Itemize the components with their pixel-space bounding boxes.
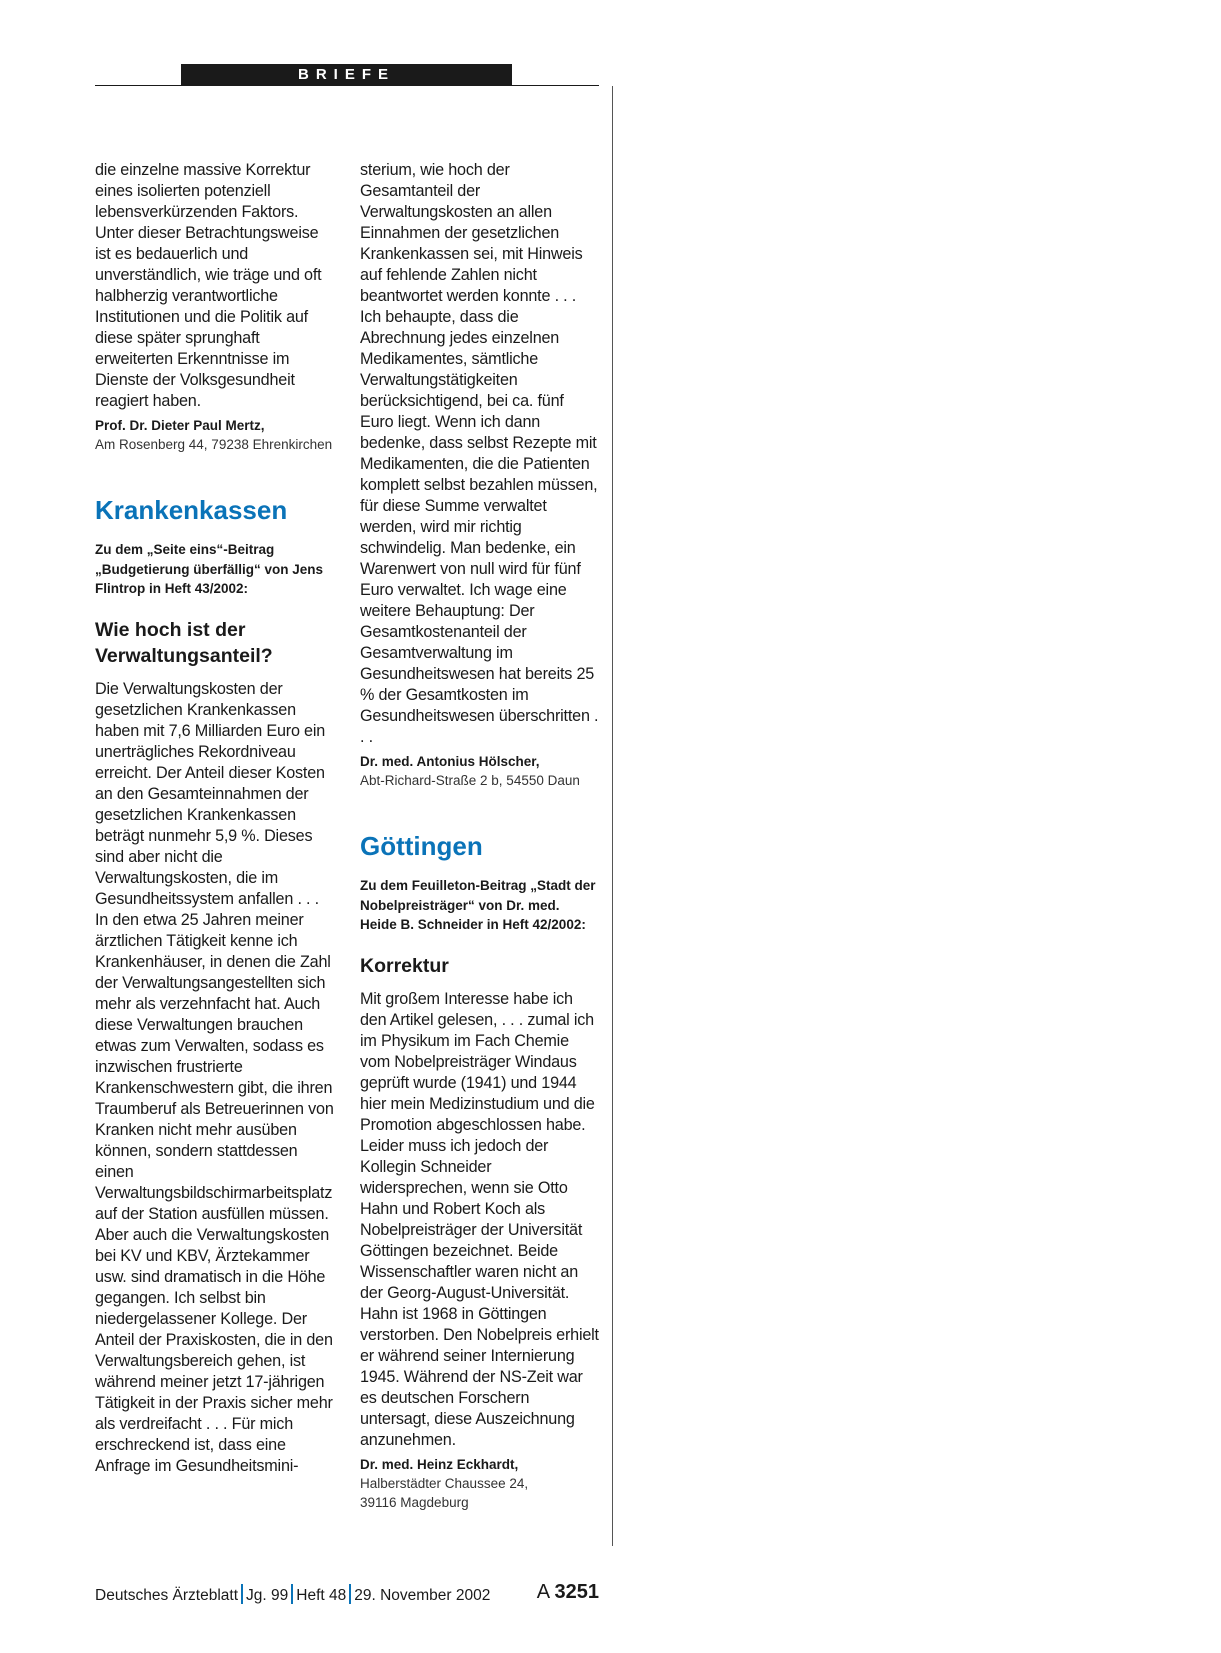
header-rule (95, 85, 599, 86)
journal-name: Deutsches Ärzteblatt (95, 1587, 239, 1604)
letter-text: Mit großem Interesse habe ich den Artikel gelesen, . . . zumal ich im Physikum im Fach Chemie vom Nobelpreisträger Windaus geprüft wurde (1941) und 1944 hier mein Medizinstudium und die Promotion abgeschlossen habe. (360, 989, 595, 1134)
left-column (95, 160, 335, 1477)
separator (241, 1584, 243, 1604)
issue-date: 29. November 2002 (354, 1587, 491, 1604)
letter-title: Korrektur (360, 954, 449, 977)
letter-text: sterium, wie hoch der Gesamtanteil der Verwaltungskosten an allen Einnahmen der gesetzlichen Krankenkassen sei, mit Hinweis auf fehlende Zahlen nicht beantwortet werden konnte . . . Ich behaupte, dass die Abrechnung jedes einzelnen Medikamentes, sämtliche Verwaltungstätigkeiten berücksichtigend, bei ca. fünf Euro liegt. Wenn ich dann bedenke, dass selbst Rezepte mit Medikamenten, die die Patienten komplett selbst bezahlen müssen, für diese Summe verwaltet werden, wird mir richtig schwindelig. Man bedenke, ein Warenwert von null wird für fünf Euro verwaltet. Ich wage eine weitere Behauptung: Der Gesamtkostenanteil der Gesamtverwaltung im Gesundheitswesen hat bereits 25 % der Gesamtkosten im Gesundheitswesen überschritten . . . (360, 161, 599, 746)
topic-heading: Krankenkassen (95, 495, 288, 525)
author-address: Halberstädter Chaussee 24, (360, 1475, 529, 1491)
author-name: Dr. med. Heinz Eckhardt, (360, 1456, 519, 1472)
letter-text: Die Verwaltungskosten der gesetzlichen Krankenkassen haben mit 7,6 Milliarden Euro ein unerträgliches Rekordniveau erreicht. Der Anteil dieser Kosten an den Gesamteinnahmen der gesetzlichen Krankenkassen beträgt nunmehr 5,9 %. Dieses sind aber nicht die Verwaltungskosten, die im Gesundheitssystem anfallen . . . In den etwa 25 Jahren meiner ärztlichen Tätigkeit kenne ich Krankenhäuser, in denen die Zahl der Verwaltungsangestellten sich mehr als verzehnfacht hat. Auch diese Verwaltungen brauchen etwas zum Verwalten, sodass es inzwischen frustrierte Krankenschwestern gibt, die ihren Traumberuf als Betreuerinnen von Kranken nicht mehr ausüben können, sondern stattdessen einen Verwaltungsbildschirmarbeitsplatz auf der Station ausfüllen müssen. Aber auch die Verwaltungskosten bei KV und KBV, Ärztekammer usw. sind dramatisch in die Höhe gegangen. Ich selbst bin niedergelassener Kollege. Der Anteil der Praxiskosten, die in den Verwaltungsbereich gehen, ist während meiner jetzt 17-jährigen Tätigkeit in der Praxis sicher mehr als verdreifacht . . . Für mich erschreckend ist, dass eine Anfrage im Gesundheitsmini- (95, 679, 334, 1475)
separator (291, 1584, 293, 1604)
right-column (360, 160, 600, 1512)
page-footer (95, 1581, 605, 1608)
author-address: Abt-Richard-Straße 2 b, 54550 Daun (360, 773, 580, 788)
author-address: 39116 Magdeburg (360, 1494, 469, 1510)
issue: Heft 48 (296, 1587, 347, 1604)
page-prefix: A (536, 1581, 549, 1603)
section-label: BRIEFE (181, 64, 512, 86)
separator (349, 1584, 351, 1604)
article-reference: Zu dem „Seite eins“-Beitrag „Budgetierung überfällig“ von Jens Flintrop in Heft 43/2002: (95, 542, 324, 596)
page-number (537, 1581, 599, 1604)
author-name: Dr. med. Antonius Hölscher, (360, 754, 540, 769)
article-reference: Zu dem Feuilleton-Beitrag „Stadt der Nobelpreisträger“ von Dr. med. Heide B. Schneider in Heft 42/2002: (360, 878, 596, 932)
author-address: Am Rosenberg 44, 79238 Ehrenkirchen (95, 437, 333, 452)
topic-heading: Göttingen (360, 831, 483, 861)
volume: Jg. 99 (246, 1587, 289, 1604)
author-name: Prof. Dr. Dieter Paul Mertz, (95, 418, 265, 433)
letter-text: die einzelne massive Korrektur eines isolierten potenziell lebensverkürzenden Faktors. Unter dieser Betrachtungsweise ist es bedauerlich und unverständlich, wie träge und oft halbherzig verantwortliche Institutionen und die Politik auf diese später sprunghaft erweiterten Erkenntnisse im Dienste der Volksgesundheit reagiert haben. (95, 161, 322, 410)
letter-title: Wie hoch ist der Verwaltungsanteil? (95, 618, 273, 667)
page-value: 3251 (554, 1581, 599, 1603)
letter-text: Leider muss ich jedoch der Kollegin Schneider widersprechen, wenn sie Otto Hahn und Robert Koch als Nobelpreisträger der Universität Göttingen bezeichnet. Beide Wissenschaftler waren nicht an der Georg-August-Universität. Hahn ist 1968 in Göttingen verstorben. Den Nobelpreis erhielt er während seiner Internierung 1945. Während der NS-Zeit war es deutschen Forschern untersagt, diese Auszeichnung anzunehmen. (360, 1136, 599, 1449)
column-rule (612, 86, 613, 1546)
